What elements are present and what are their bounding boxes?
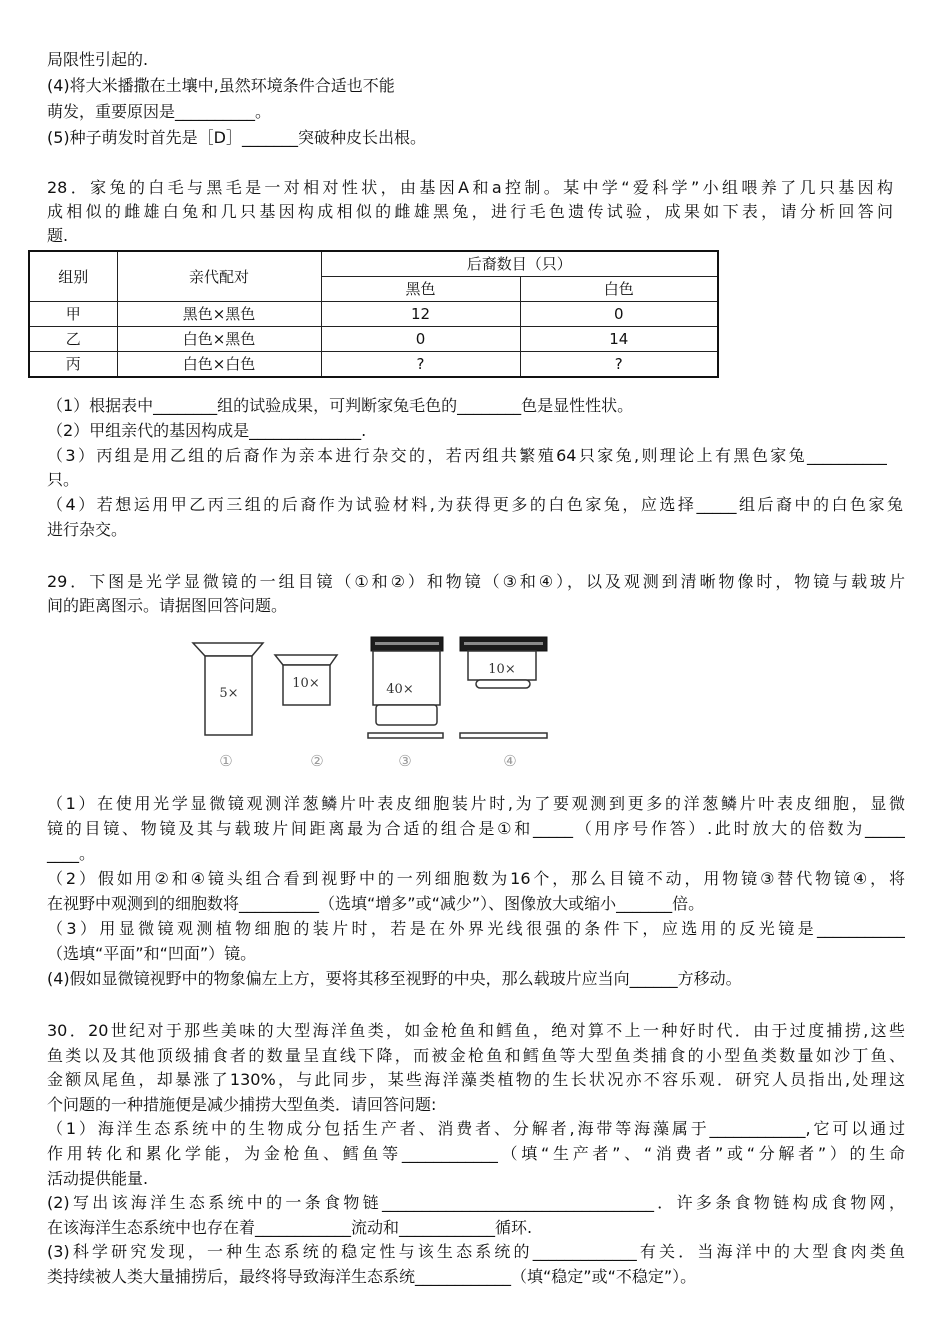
header-group: 组别 xyxy=(29,251,117,302)
text-line: 进行杂交。 xyxy=(47,519,128,539)
cell-parents: 白色×黑色 xyxy=(117,327,321,352)
objective-4-number: ④ xyxy=(503,752,517,770)
objective-3-slide xyxy=(368,733,443,738)
text-line: 镜的目镜、物镜及其与载玻片间距离最为合适的组合是①和_____（用序号作答）.此时放大的倍数为_____ xyxy=(47,819,905,838)
table-header-row xyxy=(29,251,718,277)
text-line: （2）甲组亲代的基因构成是______________. xyxy=(47,420,367,440)
text-line: 活动提供能量. xyxy=(47,1168,149,1188)
cell-group: 乙 xyxy=(29,327,117,352)
text-line: （1）在使用光学显微镜观测洋葱鳞片叶表皮细胞装片时,为了要观测到更多的洋葱鳞片叶表皮细胞，显微 xyxy=(47,794,905,813)
text-line: 只。 xyxy=(47,470,80,490)
cell-white: ? xyxy=(520,352,718,378)
table-row xyxy=(29,302,718,327)
text-line: 题. xyxy=(47,226,69,245)
text-line: 金额凤尾鱼，却暴涨了130%，与此同步，某些海洋藻类植物的生长状况亦不容乐观．研究人员指出,处理这 xyxy=(47,1070,905,1090)
text-line: 成相似的雌雄白兔和几只基因构成相似的雌雄黑兔，进行毛色遗传试验，成果如下表，请分析回答问 xyxy=(47,202,893,221)
text-line: （3）丙组是用乙组的后裔作为亲本进行杂交的，若丙组共繁殖64只家兔,则理论上有黑色家兔__________ xyxy=(47,445,887,465)
question-29-intro xyxy=(47,570,905,618)
cell-white: 14 xyxy=(520,327,718,352)
text-line: （3）用显微镜观测植物细胞的装片时，若是在外界光线很强的条件下，应选用的反光镜是___________ xyxy=(47,919,905,938)
text-line: 30．20世纪对于那些美味的大型海洋鱼类，如金枪鱼和鳕鱼，绝对算不上一种好时代．由于过度捕捞,这些 xyxy=(47,1021,905,1040)
eyepiece-2-flange xyxy=(275,655,337,665)
table-row xyxy=(29,352,718,378)
question-28-intro xyxy=(47,176,893,248)
cell-parents: 黑色×黑色 xyxy=(117,302,321,327)
objective-4 xyxy=(460,637,547,770)
header-black: 黑色 xyxy=(321,277,520,302)
eyepiece-2-magnification: 10× xyxy=(292,676,320,691)
objective-3-cap-thread xyxy=(375,642,439,645)
objective-3 xyxy=(368,637,443,770)
cell-black: 12 xyxy=(321,302,520,327)
text-line: 在视野中观测到的细胞数将__________（选填“增多”或“减少”）、图像放大或缩小_______倍。 xyxy=(47,894,705,913)
cell-white: 0 xyxy=(520,302,718,327)
objective-3-magnification: 40× xyxy=(386,682,414,697)
header-white: 白色 xyxy=(520,277,718,302)
previous-question-block xyxy=(47,47,905,151)
text-line: (4)将大米播撒在土壤中,虽然环境条件合适也不能 xyxy=(47,76,395,95)
eyepiece-1-flange xyxy=(193,643,263,656)
question-29-subquestions xyxy=(47,791,905,991)
objective-3-tip xyxy=(376,705,437,725)
header-parents: 亲代配对 xyxy=(117,251,321,302)
cell-group: 丙 xyxy=(29,352,117,378)
eyepiece-1 xyxy=(193,643,263,770)
eyepiece-2 xyxy=(275,655,337,770)
text-line: 局限性引起的. xyxy=(47,50,149,69)
text-line: ____。 xyxy=(47,844,96,863)
cell-parents: 白色×白色 xyxy=(117,352,321,378)
eyepiece-1-number: ① xyxy=(219,752,233,770)
text-line: 作用转化和累化学能，为金枪鱼、鳕鱼等____________（填“生产者”、“消费者”或“分解者”）的生命 xyxy=(47,1143,905,1163)
text-line: (5)种子萌发时首先是［D］_______突破种皮长出根。 xyxy=(47,128,426,147)
text-line: 29．下图是光学显微镜的一组目镜（①和②）和物镜（③和④），以及观测到清晰物像时，物镜与载玻片 xyxy=(47,572,905,591)
question-30-block xyxy=(47,1019,905,1290)
text-line: 鱼类以及其他顶级捕食者的数量呈直线下降，而被金枪鱼和鳕鱼等大型鱼类捕食的小型鱼类数量如沙丁鱼、 xyxy=(47,1045,905,1065)
cell-black: 0 xyxy=(321,327,520,352)
text-line: 间的距离图示。请据图回答问题。 xyxy=(47,596,288,615)
text-line: （2）假如用②和④镜头组合看到视野中的一列细胞数为16个，那么目镜不动，用物镜③替代物镜④，将 xyxy=(47,869,905,888)
text-line: (4)假如显微镜视野中的物象偏左上方，要将其移至视野的中央，那么载玻片应当向______方移动。 xyxy=(47,969,742,988)
text-line: （选填“平面”和“凹面”）镜。 xyxy=(47,944,257,963)
text-line: （4）若想运用甲乙丙三组的后裔作为试验材料,为获得更多的白色家兔，应选择_____组后裔中的白色家兔 xyxy=(47,495,903,515)
text-line: （1）根据表中________组的试验成果，可判断家兔毛色的________色是显性性状。 xyxy=(47,396,634,415)
text-line: （1）海洋生态系统中的生物成分包括生产者、消费者、分解者,海带等海藻属于____________,它可以通过 xyxy=(47,1119,905,1139)
question-28-subquestions xyxy=(47,394,905,543)
cell-group: 甲 xyxy=(29,302,117,327)
microscope-lens-figure xyxy=(180,630,560,775)
rabbit-breeding-table xyxy=(28,250,719,378)
objective-4-magnification: 10× xyxy=(488,662,516,677)
objective-4-slide xyxy=(460,733,547,738)
text-line: 在该海洋生态系统中也存在着____________流动和____________循环. xyxy=(47,1217,533,1237)
table-row xyxy=(29,327,718,352)
text-line: (2)写出该海洋生态系统中的一条食物链__________________________________．许多条食物链构成食物网， xyxy=(47,1193,905,1213)
text-line: 萌发，重要原因是__________。 xyxy=(47,102,272,121)
eyepiece-2-number: ② xyxy=(310,752,324,770)
cell-black: ? xyxy=(321,352,520,378)
text-line: 个问题的一种措施便是减少捕捞大型鱼类．请回答问题: xyxy=(47,1094,437,1114)
objective-4-tip xyxy=(476,680,530,688)
text-line: (3)科学研究发现，一种生态系统的稳定性与该生态系统的_____________有关．当海洋中的大型食肉类鱼 xyxy=(47,1242,905,1262)
text-line: 28．家兔的白毛与黑毛是一对相对性状，由基因A和a控制。某中学“爱科学”小组喂养了几只基因构 xyxy=(47,178,893,197)
text-line: 类持续被人类大量捕捞后，最终将导致海洋生态系统____________（填“稳定”或“不稳定”）。 xyxy=(47,1266,697,1286)
header-offspring: 后裔数目（只） xyxy=(321,251,718,277)
objective-4-cap-thread xyxy=(464,642,543,645)
objective-3-number: ③ xyxy=(398,752,412,770)
eyepiece-1-magnification: 5× xyxy=(219,686,239,701)
